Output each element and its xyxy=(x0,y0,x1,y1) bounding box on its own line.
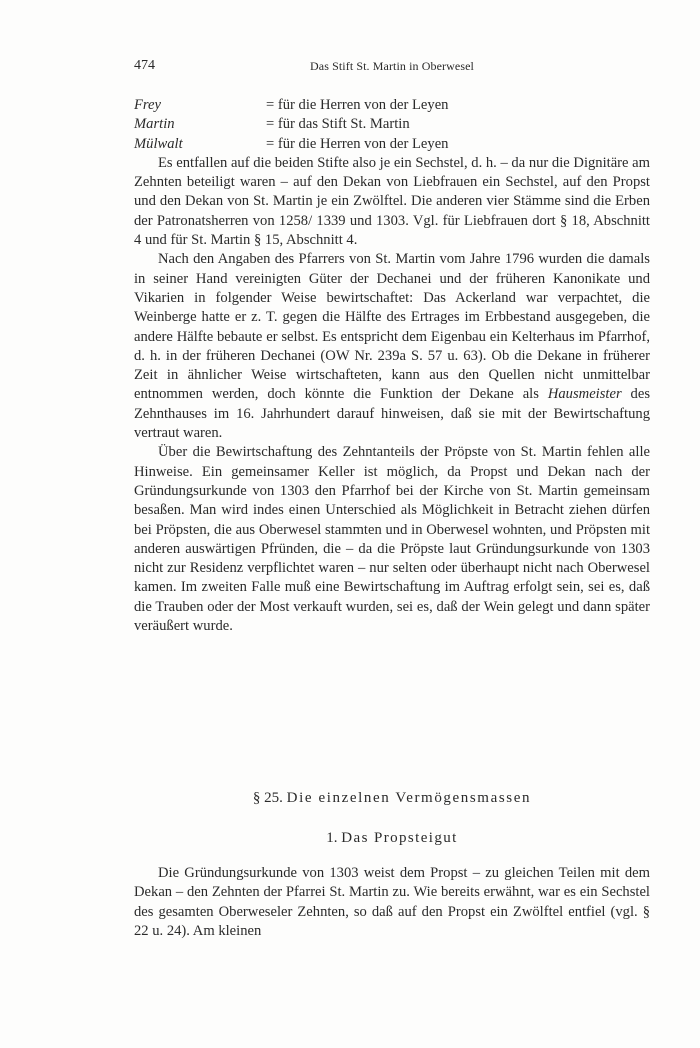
abbreviation-value: = für die Herren von der Leyen xyxy=(266,135,449,152)
paragraph-gruendungsurkunde: Die Gründungsurkunde von 1303 weist dem Propst – zu gleichen Teilen mit dem Dekan – den Zehnten der Pfarrei St. Martin zu. Wie bereits erwähnt, war es ein Sechstel des gesamten Oberweseler Zehnten, so daß auf den Propst ein Zwölftel entfiel (vgl. § 22 u. 24). Am kleinen xyxy=(134,865,650,939)
subsection-heading xyxy=(134,830,650,847)
subsection-number: 1. xyxy=(326,830,338,846)
section-number: § 25. xyxy=(252,790,283,806)
section-title: Die einzelnen Vermögensmassen xyxy=(286,790,532,806)
page-number: 474 xyxy=(134,58,155,73)
paragraph-zehntanteil: Über die Bewirtschaftung des Zehntanteils der Pröpste von St. Martin fehlen alle Hinweise. Ein gemeinsamer Keller ist möglich, da Propst und Dekan nach der Gründungsurkunde von 1303 den Pfarrhof bei der Kirche von St. Martin gemeinsam besaßen. Man wird indes einen Unterschied als Möglichkeit in Betracht ziehen dürfen bei Pröpsten, die aus Oberwesel stammten und in Oberwesel wohnten, und Pröpsten mit anderen auswärtigen Pfründen, die – da die Pröpste laut Gründungsurkunde von 1303 nicht zur Residenz verpflichtet waren – nur selten oder überhaupt nicht nach Oberwesel kamen. Im zweiten Falle muß eine Bewirtschaftung im Auftrag erfolgt sein, sei es, daß die Trauben oder der Most verkauft wurden, sei es, daß der Wein gelegt und dann später veräußert wurde. xyxy=(134,444,650,635)
abbreviation-value: = für das Stift St. Martin xyxy=(266,116,410,133)
abbreviation-row xyxy=(134,115,650,134)
subsection-title: Das Propsteigut xyxy=(341,830,458,846)
paragraph-sechstel: Es entfallen auf die beiden Stifte also je ein Sechstel, d. h. – da nur die Dignitäre am Zehnten beteiligt waren – auf den Dekan von Liebfrauen ein Sechstel, auf den Propst und den Dekan von St. Martin je ein Zwölftel. Die anderen vier Stämme sind die Erben der Patronatsherren von 1258/ 1339 und 1303. Vgl. für Liebfrauen dort § 18, Abschnitt 4 und für St. Martin § 15, Abschnitt 4. xyxy=(134,154,650,249)
abbreviation-key: Martin xyxy=(134,116,175,133)
main-text-block xyxy=(134,96,650,636)
abbreviation-key: Frey xyxy=(134,97,162,113)
section-heading xyxy=(134,790,650,807)
abbreviation-row xyxy=(134,96,650,115)
paragraph-text: des Zehnthauses im 16. Jahrhundert darauf hinweisen, daß sie mit der Bewirtschaftung vertraut waren. xyxy=(134,386,651,442)
italic-term: Hausmeister xyxy=(547,386,622,403)
section-text-block xyxy=(134,864,650,941)
abbreviation-row xyxy=(134,135,650,154)
paragraph-bewirtschaftung-1796 xyxy=(134,250,650,443)
paragraph-text: Nach den Angaben des Pfarrers von St. Martin vom Jahre 1796 wurden die damals in seiner Hand vereinigten Güter der Dechanei und der früheren Kanonikate und Vikarien in folgender Weise bewirtschaftet: Das Ackerland war verpachtet, die Weinberge hatte er z. T. gegen die Hälfte des Ertrages im Erbbestand ausgegeben, die andere Hälfte bebaute er selbst. Es entspricht dem Eigenbau ein Kelterhaus im Pfarrhof, d. h. in der früheren Dechanei (OW Nr. 239a S. 57 u. 63). Ob die Dekane in früherer Zeit in ähnlicher Weise wirtschafteten, kann aus den Quellen nicht unmittelbar entnommen werden, doch könnte die Funktion der Dekane als xyxy=(134,251,650,403)
abbreviation-value: = für die Herren von der Leyen xyxy=(266,97,449,113)
running-head xyxy=(134,58,650,78)
abbreviation-key: Mülwalt xyxy=(134,135,183,152)
running-title: Das Stift St. Martin in Oberwesel xyxy=(310,59,474,73)
